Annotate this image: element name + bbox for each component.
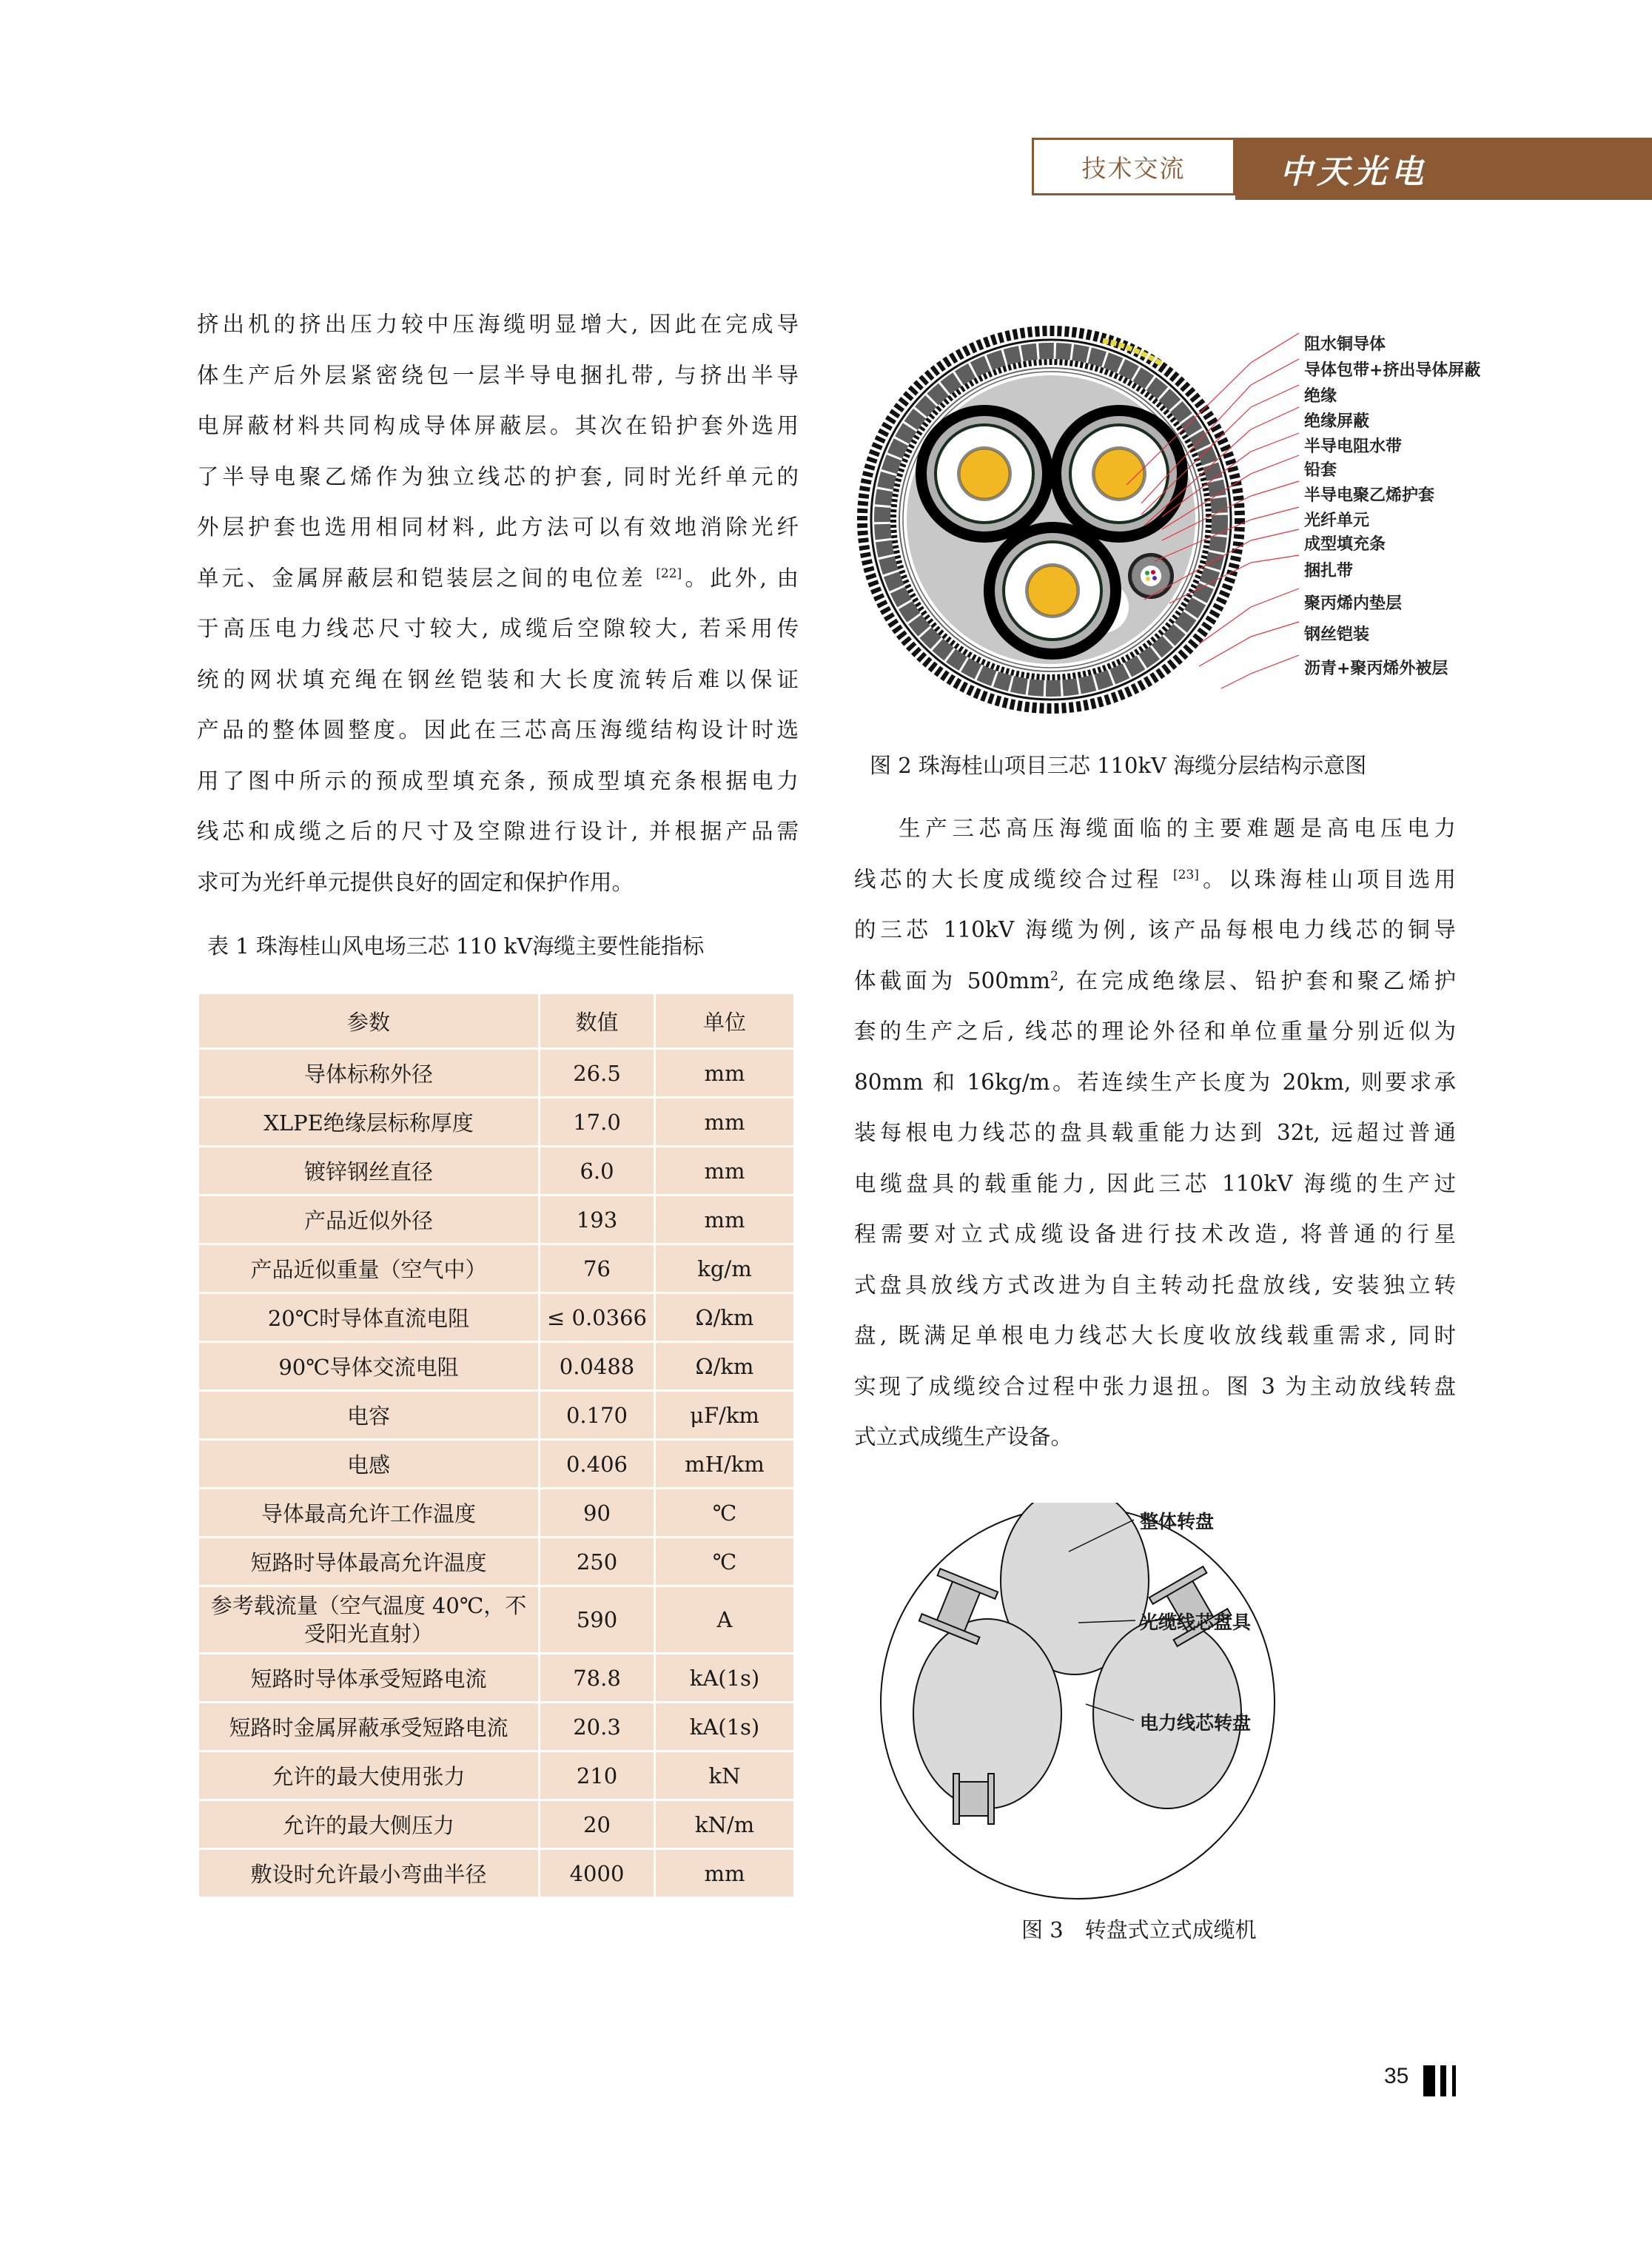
label-overall-turntable: 整体转盘 (1140, 1511, 1215, 1532)
unit-cell: Ω/km (655, 1342, 795, 1391)
value-cell: 78.8 (540, 1654, 655, 1703)
table-row (198, 1098, 795, 1147)
figure2-caption: 图 2 珠海桂山项目三芯 110kV 海缆分层结构示意图 (870, 753, 1367, 778)
header-value: 数值 (540, 993, 655, 1049)
text-fragment: 单元、金属屏蔽层和铠装层之间的电位差 (197, 565, 646, 591)
unit-cell: μF/km (655, 1391, 795, 1440)
text-line: 盘, 既满足单根电力线芯大长度收放线载重需求, 同时 (854, 1323, 1456, 1348)
label-insulation-screen: 绝缘屏蔽 (1304, 412, 1370, 431)
page-marker-bar (1452, 2065, 1456, 2096)
table-row (198, 1049, 795, 1098)
header-unit: 单位 (655, 993, 795, 1049)
fiber-spool-bottom (953, 1774, 994, 1824)
unit-cell: ℃ (655, 1538, 795, 1586)
label-steel-wire-armor: 钢丝铠装 (1304, 626, 1370, 644)
text-line: 产品的整体圆整度。因此在三芯高压海缆结构设计时选 (197, 717, 799, 742)
text-line: 套的生产之后, 线芯的理论外径和单位重量分别近似为 (854, 1019, 1456, 1044)
unit-cell: mm (655, 1147, 795, 1196)
text-line: 统的网状填充绳在钢丝铠装和大长度流转后难以保证 (197, 666, 799, 692)
value-cell: 250 (540, 1538, 655, 1586)
text-line: 式立式成缆生产设备。 (854, 1424, 1073, 1449)
text-line: 挤出机的挤出压力较中压海缆明显增大, 因此在完成导 (197, 312, 799, 337)
text-fragment: , 在完成绝缘层、铅护套和聚乙烯护 (1058, 968, 1456, 993)
unit-cell: mH/km (655, 1440, 795, 1489)
power-core-right (1050, 405, 1188, 543)
superscript-2: 2 (1050, 968, 1058, 984)
table-caption: 表 1 珠海桂山风电场三芯 110 kV海缆主要性能指标 (207, 933, 705, 959)
value-cell: 90 (540, 1489, 655, 1538)
table-row (198, 1440, 795, 1489)
text-fragment: 线芯的大长度成缆绞合过程 (854, 866, 1163, 892)
right-body-text (854, 803, 1456, 1463)
label-pp-bedding: 聚丙烯内垫层 (1304, 594, 1403, 613)
power-core-bottom (984, 522, 1121, 660)
unit-cell: mm (655, 1849, 795, 1898)
value-cell: 590 (540, 1586, 655, 1654)
table-row (198, 1391, 795, 1440)
table-row (198, 1654, 795, 1703)
value-cell: 17.0 (540, 1098, 655, 1147)
brand-title: 中天光电 (1280, 153, 1428, 191)
text-line: 电屏蔽材料共同构成导体屏蔽层。其次在铅护套外选用 (197, 413, 799, 438)
label-fiber-core-spool: 光缆线芯盘具 (1140, 1612, 1252, 1633)
text-fragment: 体截面为 500mm (854, 968, 1050, 993)
value-cell: 4000 (540, 1849, 655, 1898)
table-row (198, 1703, 795, 1751)
text-line: 体生产后外层紧密绕包一层半导电捆扎带, 与挤出半导 (197, 362, 799, 388)
page-marker-bar (1440, 2065, 1446, 2096)
param-cell: 短路时导体最高允许温度 (198, 1538, 540, 1586)
citation-23: [23] (1173, 867, 1199, 882)
param-cell: 敷设时允许最小弯曲半径 (198, 1849, 540, 1898)
cable-cross-section-diagram (851, 318, 1251, 718)
table-row (198, 1849, 795, 1898)
value-cell: 210 (540, 1751, 655, 1800)
table-row (198, 1751, 795, 1800)
text-line: 电缆盘具的载重能力, 因此三芯 110kV 海缆的生产过 (854, 1170, 1456, 1196)
unit-cell: mm (655, 1098, 795, 1147)
text-line-with-citation (854, 854, 1456, 905)
label-profiled-filler: 成型填充条 (1304, 535, 1386, 554)
param-cell: 产品近似重量（空气中） (198, 1244, 540, 1293)
param-cell: 20℃时导体直流电阻 (198, 1293, 540, 1342)
citation-22: [22] (656, 566, 682, 581)
table-header-row (198, 993, 795, 1049)
table-row (198, 1147, 795, 1196)
section-label: 技术交流 (1032, 138, 1235, 195)
label-fiber-unit: 光纤单元 (1304, 512, 1370, 530)
text-line: 外层护套也选用相同材料, 此方法可以有效地消除光纤 (197, 514, 799, 540)
value-cell: 76 (540, 1244, 655, 1293)
text-line: 于高压电力线芯尺寸较大, 成缆后空隙较大, 若采用传 (197, 616, 799, 641)
unit-cell: kA(1s) (655, 1654, 795, 1703)
param-cell: 允许的最大侧压力 (198, 1800, 540, 1849)
text-line: 求可为光纤单元提供良好的固定和保护作用。 (197, 869, 634, 895)
text-line: 线芯和成缆之后的尺寸及空隙进行设计, 并根据产品需 (197, 819, 799, 844)
table-row (198, 1244, 795, 1293)
text-line: 用了图中所示的预成型填充条, 预成型填充条根据电力 (197, 768, 799, 794)
brand-banner (1235, 138, 1652, 200)
page-number: 35 (1384, 2064, 1409, 2088)
text-fragment: 。以珠海桂山项目选用 (1198, 866, 1456, 892)
table-row (198, 1800, 795, 1849)
label-semiconductive-water-blocking-tape: 半导电阻水带 (1304, 437, 1403, 456)
table-row (198, 1586, 795, 1654)
text-line: 装每根电力线芯的盘具载重能力达到 32t, 远超过普通 (854, 1120, 1456, 1145)
param-cell: 90℃导体交流电阻 (198, 1342, 540, 1391)
power-core-left (916, 405, 1053, 543)
spec-table (197, 992, 796, 1899)
param-cell: XLPE绝缘层标称厚度 (198, 1098, 540, 1147)
table-row (198, 1489, 795, 1538)
param-cell: 短路时导体承受短路电流 (198, 1654, 540, 1703)
value-cell: 0.406 (540, 1440, 655, 1489)
turntable-cabling-machine-figure (859, 1503, 1465, 1902)
param-line: 参考载流量（空气温度 40℃，不 (210, 1593, 527, 1618)
label-semiconductive-pe-sheath: 半导电聚乙烯护套 (1304, 486, 1435, 505)
label-power-core-turntable: 电力线芯转盘 (1140, 1712, 1252, 1734)
param-cell: 导体最高允许工作温度 (198, 1489, 540, 1538)
table-row (198, 1196, 795, 1244)
turntable-diagram (859, 1503, 1465, 1902)
value-cell: 26.5 (540, 1049, 655, 1098)
text-fragment: 。此外, 由 (682, 565, 799, 591)
unit-cell: ℃ (655, 1489, 795, 1538)
param-cell: 电容 (198, 1391, 540, 1440)
text-line: 的三芯 110kV 海缆为例, 该产品每根电力线芯的铜导 (854, 917, 1456, 942)
text-line: 实现了成缆绞合过程中张力退扭。图 3 为主动放线转盘 (854, 1373, 1456, 1399)
value-cell: 20.3 (540, 1703, 655, 1751)
value-cell: ≤ 0.0366 (540, 1293, 655, 1342)
header-param: 参数 (198, 993, 540, 1049)
text-line: 了半导电聚乙烯作为独立线芯的护套, 同时光纤单元的 (197, 463, 799, 489)
unit-cell: kN/m (655, 1800, 795, 1849)
label-outer-serving: 沥青+聚丙烯外被层 (1304, 660, 1448, 678)
text-line: 生产三芯高压海缆面临的主要难题是高电压电力 (899, 816, 1456, 841)
param-line: 受阳光直射） (303, 1621, 433, 1646)
label-insulation: 绝缘 (1304, 387, 1337, 406)
unit-cell: A (655, 1586, 795, 1654)
unit-cell: mm (655, 1196, 795, 1244)
text-line-with-superscript (854, 956, 1456, 1007)
table-row (198, 1538, 795, 1586)
cable-cross-section-figure (851, 318, 1481, 718)
value-cell: 0.0488 (540, 1342, 655, 1391)
value-cell: 20 (540, 1800, 655, 1849)
param-cell: 导体标称外径 (198, 1049, 540, 1098)
param-cell: 短路时金属屏蔽承受短路电流 (198, 1703, 540, 1751)
text-line: 程需要对立式成缆设备进行技术改造, 将普通的行星 (854, 1221, 1456, 1247)
param-cell: 允许的最大使用张力 (198, 1751, 540, 1800)
label-conductor-screen: 导体包带+挤出导体屏蔽 (1304, 361, 1481, 380)
label-binding-tape: 捆扎带 (1304, 562, 1354, 580)
unit-cell: kA(1s) (655, 1703, 795, 1751)
unit-cell: kN (655, 1751, 795, 1800)
text-line: 式盘具放线方式改进为自主转动托盘放线, 安装独立转 (854, 1272, 1456, 1298)
label-lead-sheath: 铅套 (1304, 461, 1337, 480)
param-cell: 镀锌钢丝直径 (198, 1147, 540, 1196)
value-cell: 6.0 (540, 1147, 655, 1196)
label-water-blocking-copper-conductor: 阻水铜导体 (1304, 335, 1386, 354)
page-marker-bar (1423, 2065, 1435, 2096)
figure3-caption: 图 3 转盘式立式成缆机 (1021, 1917, 1257, 1942)
fiber-optic-unit (1128, 553, 1174, 599)
table-row (198, 1342, 795, 1391)
param-cell: 产品近似外径 (198, 1196, 540, 1244)
value-cell: 0.170 (540, 1391, 655, 1440)
unit-cell: mm (655, 1049, 795, 1098)
param-cell: 电感 (198, 1440, 540, 1489)
table-row (198, 1293, 795, 1342)
unit-cell: Ω/km (655, 1293, 795, 1342)
text-line: 80mm 和 16kg/m。若连续生产长度为 20km, 则要求承 (854, 1069, 1456, 1095)
unit-cell: kg/m (655, 1244, 795, 1293)
left-body-text (197, 299, 799, 908)
param-cell (198, 1586, 540, 1654)
value-cell: 193 (540, 1196, 655, 1244)
text-line-with-citation (197, 553, 799, 604)
